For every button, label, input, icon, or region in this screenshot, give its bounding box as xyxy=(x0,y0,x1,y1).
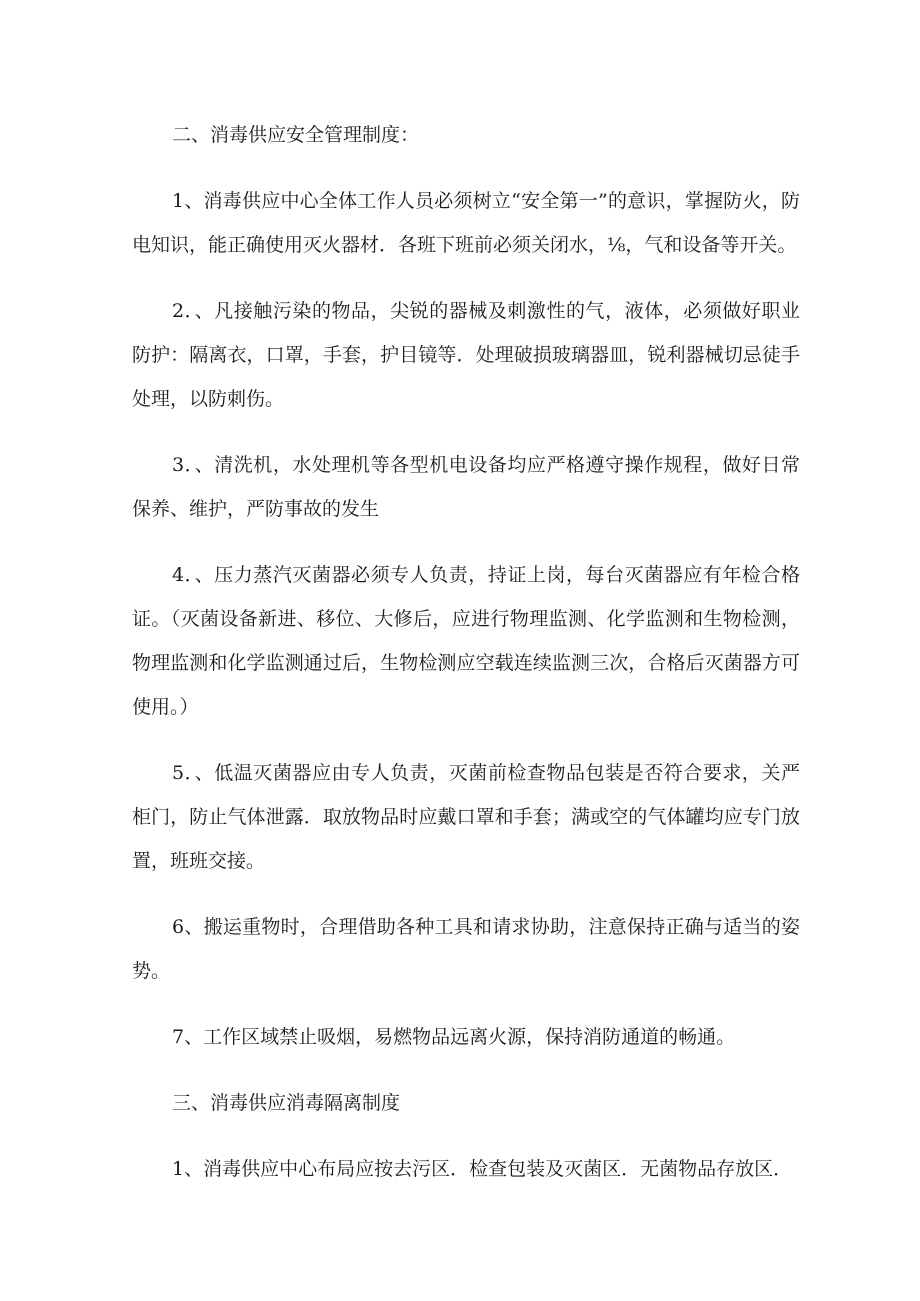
paragraph-8: 1、消毒供应中心布局应按去污区．检查包装及灭菌区．无菌物品存放区． xyxy=(172,1158,793,1180)
document-body xyxy=(132,113,800,1191)
paragraph-6: 6、搬运重物时，合理借助各种工具和请求协助，注意保持正确与适当的姿势。 xyxy=(132,916,800,982)
section-heading-safety: 二、消毒供应安全管理制度： xyxy=(172,124,420,146)
section-heading-isolation: 三、消毒供应消毒隔离制度 xyxy=(172,1092,401,1114)
paragraph-7: 7、工作区域禁止吸烟，易燃物品远离火源，保持消防通道的畅通。 xyxy=(172,1026,736,1048)
paragraph-1: 1、消毒供应中心全体工作人员必须树立“安全第一”的意识，掌握防火，防电知识，能正确使用灭火器材．各班下班前必须关闭水，⅛，气和设备等开关。 xyxy=(132,190,800,256)
paragraph-3: 3．、清洗机，水处理机等各型机电设备均应严格遵守操作规程，做好日常保养、维护，严防事故的发生 xyxy=(132,454,800,520)
paragraph-2: 2．、凡接触污染的物品，尖锐的器械及刺激性的气，液体，必须做好职业防护：隔离衣，口罩，手套，护目镜等．处理破损玻璃器皿，锐利器械切忌徒手处理，以防刺伤。 xyxy=(132,300,800,410)
paragraph-4: 4．、压力蒸汽灭菌器必须专人负责，持证上岗，每台灭菌器应有年检合格证。（灭菌设备新进、移位、大修后，应进行物理监测、化学监测和生物检测，物理监测和化学监测通过后，生物检测应空载连续监测三次，合格后灭菌器方可使用。） xyxy=(132,564,800,718)
paragraph-5: 5．、低温灭菌器应由专人负责，灭菌前检查物品包装是否符合要求，关严柜门，防止气体泄露．取放物品时应戴口罩和手套；满或空的气体罐均应专门放置，班班交接。 xyxy=(132,762,800,872)
